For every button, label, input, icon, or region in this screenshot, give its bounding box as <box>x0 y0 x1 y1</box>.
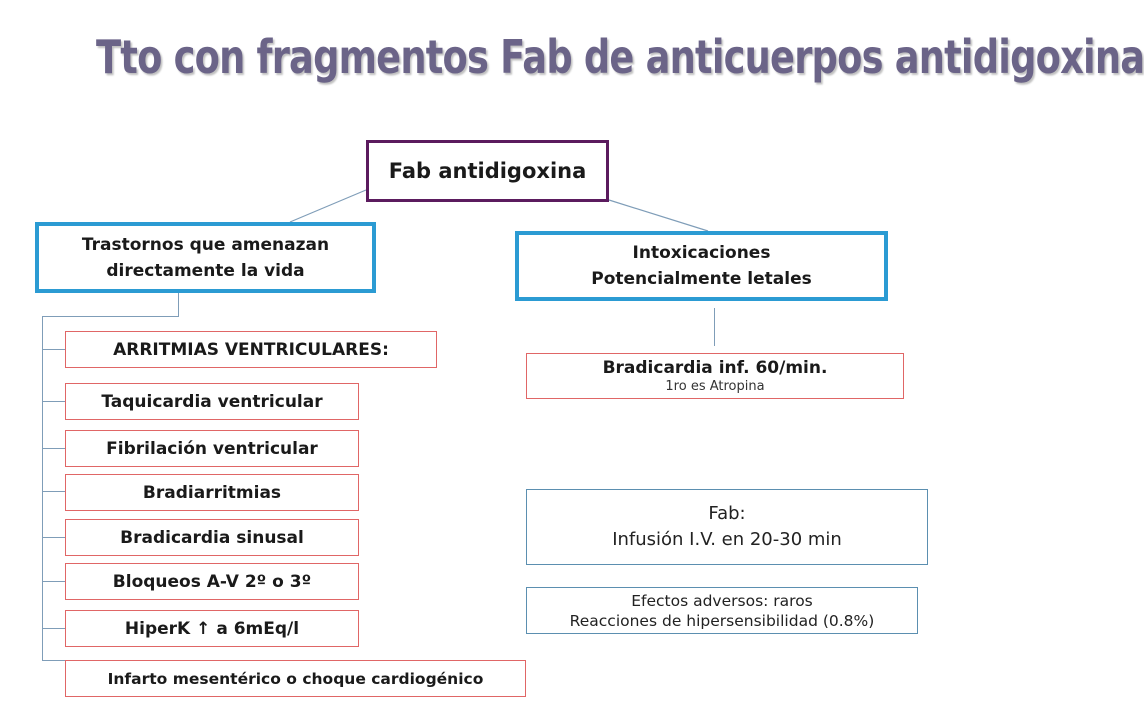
left-branch-node <box>35 222 376 293</box>
left-branch-line2: directamente la vida <box>106 260 305 281</box>
tick-5 <box>42 537 65 538</box>
bradicardia-note: 1ro es Atropina <box>665 378 765 394</box>
connector-root-right <box>609 200 708 231</box>
tick-4 <box>42 491 65 492</box>
efectos-line1: Efectos adversos: raros <box>631 591 813 610</box>
left-branch-line1: Trastornos que amenazan <box>81 234 330 255</box>
item-label: Infarto mesentérico o choque cardiogénico <box>107 669 484 688</box>
item-infarto-mesenterico <box>65 660 526 697</box>
right-stem <box>714 308 715 346</box>
left-spine <box>42 316 43 661</box>
item-bradicardia-sinusal <box>65 519 359 556</box>
item-label: Fibrilación ventricular <box>106 438 318 459</box>
root-node <box>366 140 609 202</box>
connector-root-left <box>290 190 366 222</box>
diagram-title: Tto con fragmentos Fab de anticuerpos antidigoxina <box>96 30 1144 84</box>
item-label: Bradicardia sinusal <box>120 527 304 548</box>
fab-infusion-node <box>526 489 928 565</box>
tick-7 <box>42 628 65 629</box>
left-top-bar <box>42 316 179 317</box>
tick-6 <box>42 581 65 582</box>
tick-2 <box>42 401 65 402</box>
right-branch-node <box>515 231 888 301</box>
bradicardia-main: Bradicardia inf. 60/min. <box>602 357 828 378</box>
root-label: Fab antidigoxina <box>388 159 587 183</box>
efectos-line2: Reacciones de hipersensibilidad (0.8%) <box>569 611 875 630</box>
fab-infusion-line2: Infusión I.V. en 20-30 min <box>612 529 842 550</box>
right-branch-line1: Intoxicaciones <box>632 243 771 263</box>
tick-3 <box>42 448 65 449</box>
tick-1 <box>42 349 65 350</box>
item-label: HiperK ↑ a 6mEq/l <box>124 618 300 639</box>
fab-infusion-line1: Fab: <box>708 503 746 524</box>
item-hiperk <box>65 610 359 647</box>
efectos-adversos-node <box>526 587 918 634</box>
item-label: Bradiarritmias <box>142 482 282 503</box>
item-arritmias-ventriculares <box>65 331 437 368</box>
bradicardia-node <box>526 353 904 399</box>
left-stem <box>178 293 179 317</box>
tick-8 <box>42 660 65 661</box>
item-taquicardia-ventricular <box>65 383 359 420</box>
item-bloqueos-av <box>65 563 359 600</box>
item-label: ARRITMIAS VENTRICULARES: <box>113 339 389 360</box>
item-label: Taquicardia ventricular <box>101 391 323 412</box>
item-fibrilacion-ventricular <box>65 430 359 467</box>
right-branch-line2: Potencialmente letales <box>591 269 812 289</box>
item-label: Bloqueos A-V 2º o 3º <box>112 571 312 592</box>
item-bradiarritmias <box>65 474 359 511</box>
